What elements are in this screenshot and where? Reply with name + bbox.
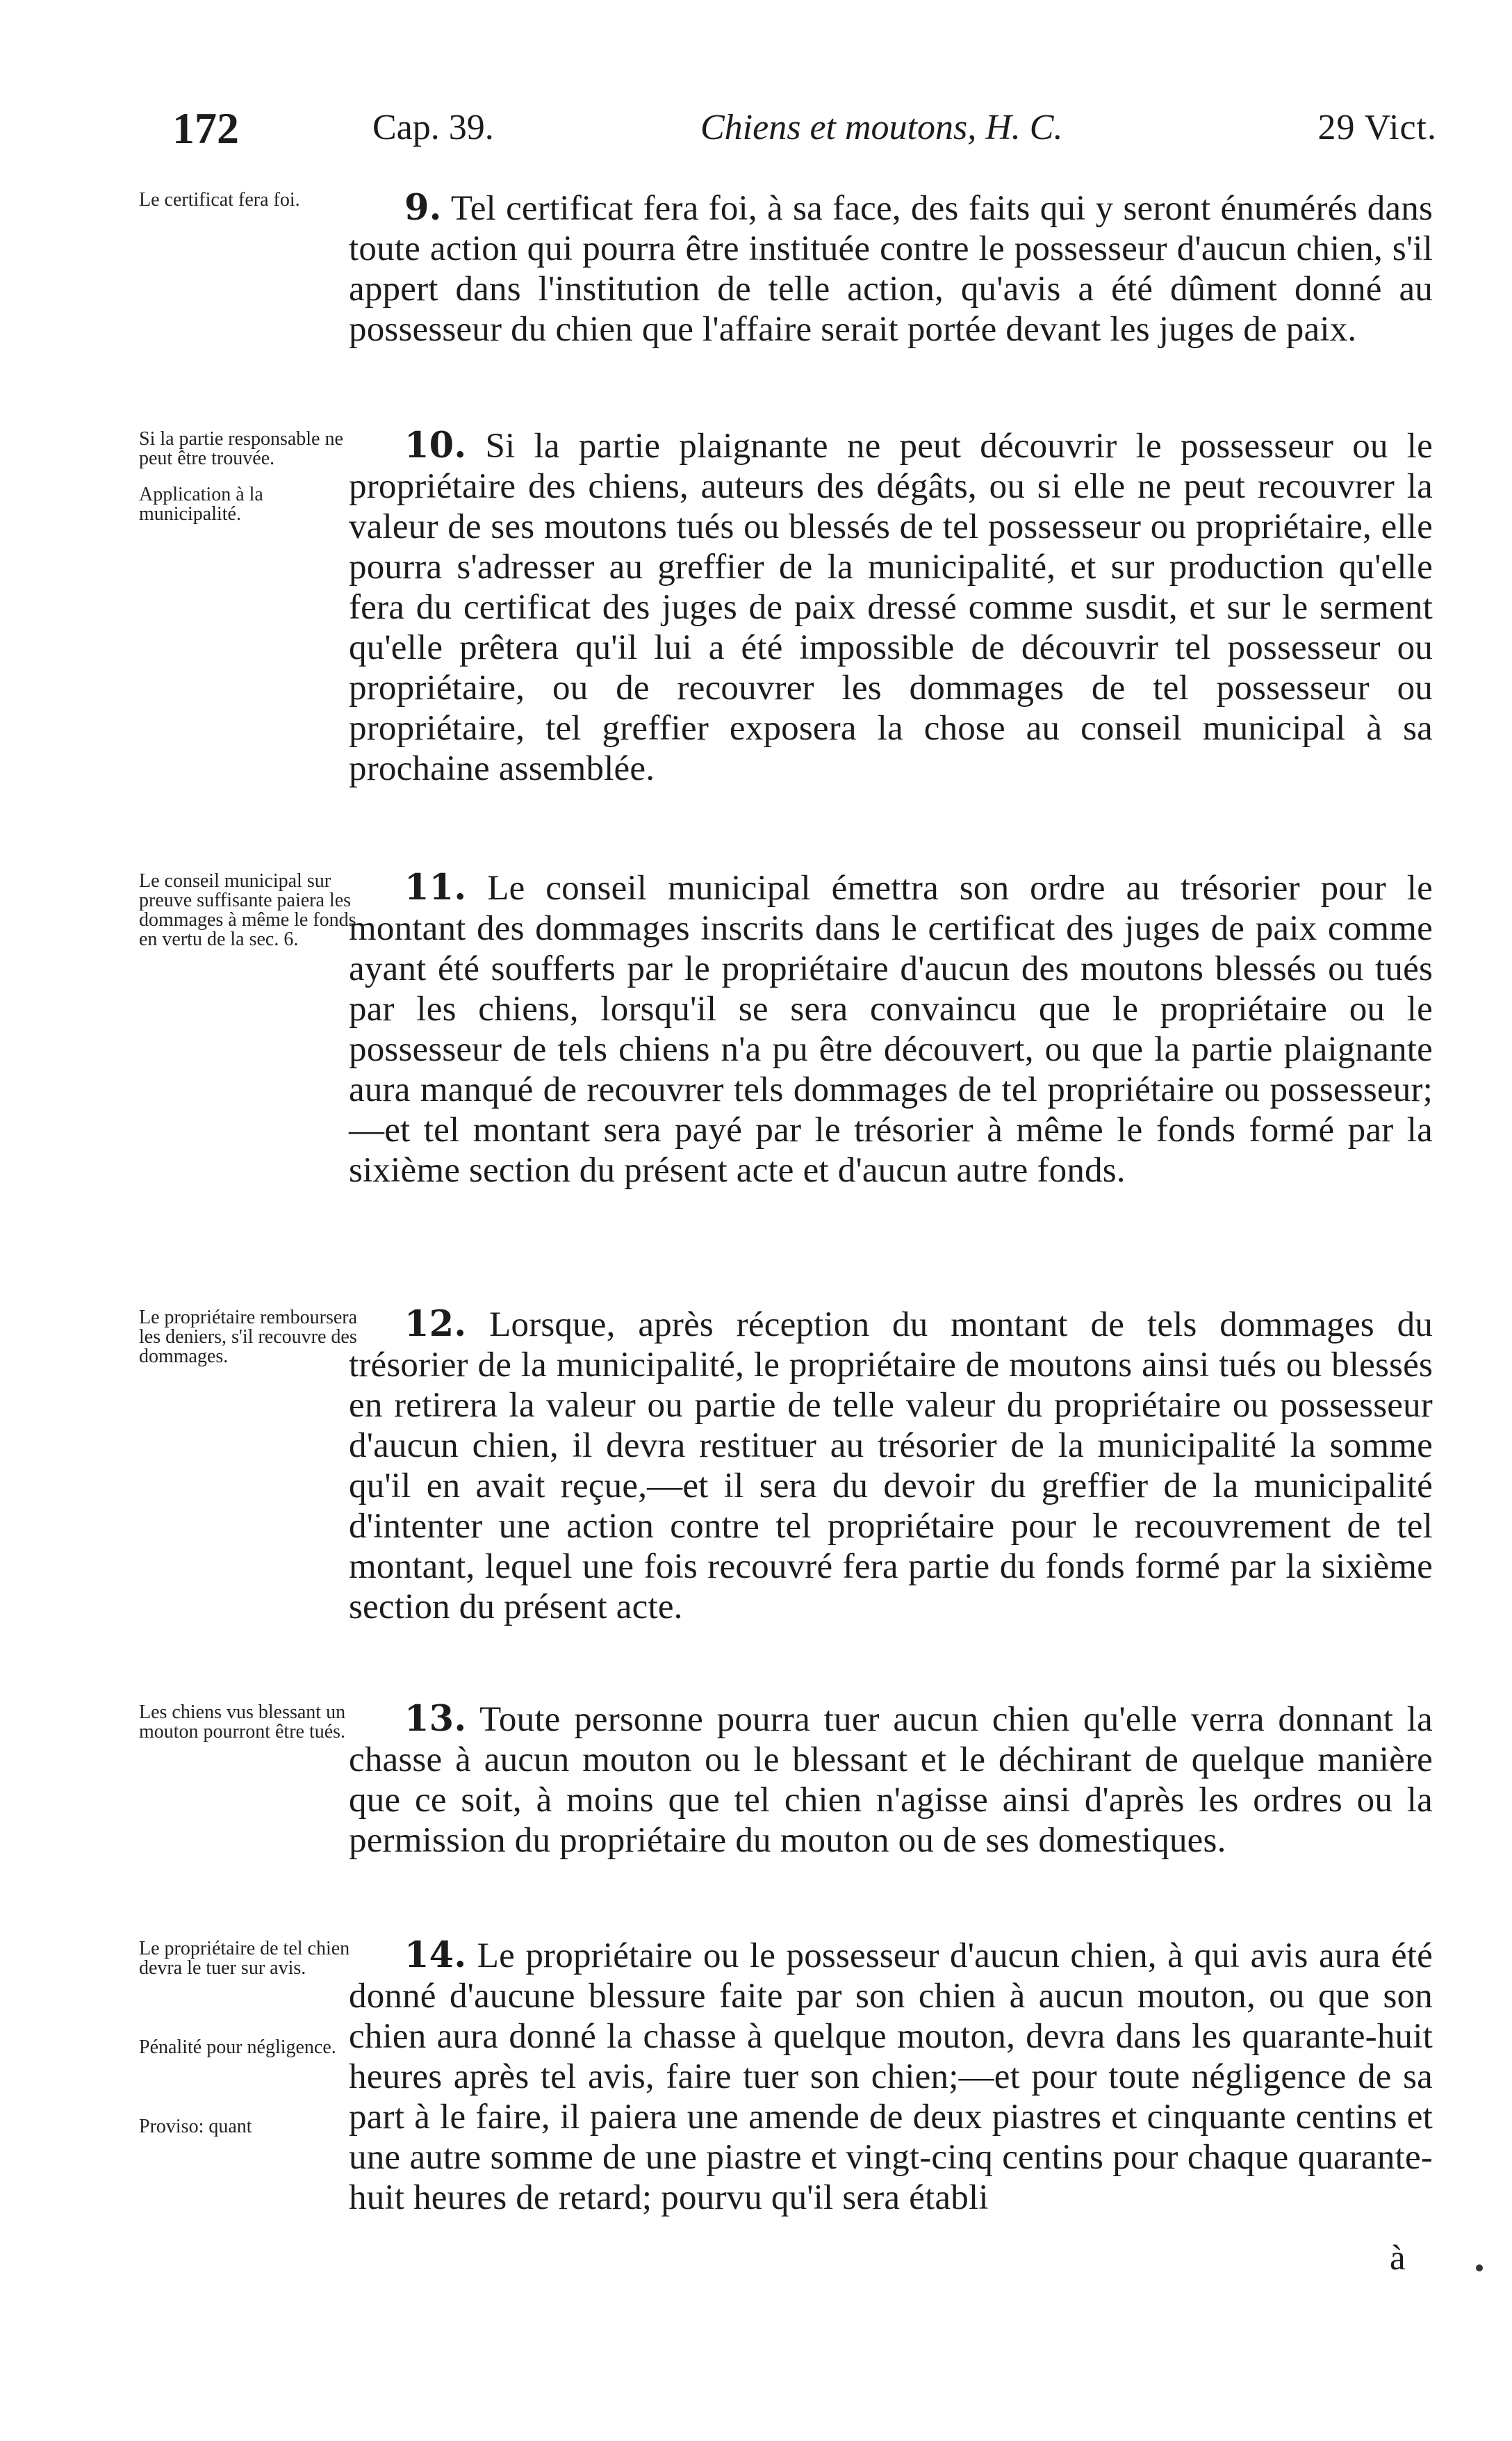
section-text: Si la partie plaignante ne peut découvrir le possesseur ou le propriétaire des chiens, auteurs des dégâts, ou si elle ne peut recouvrer la valeur de ses moutons tués ou blessés de tel possesseur ou propriétaire, elle pourra s'adresser au greffier de la municipalité, et sur production qu'elle fera du certificat des juges de paix dressé comme susdit, et sur le serment qu'elle prêtera qu'il lui a été impossible de découvrir tel possesseur ou propriétaire, ou de recouvrer les dommages de tel possesseur ou propriétaire, tel greffier exposera la chose au conseil municipal à sa prochaine assemblée. — [349, 427, 1433, 788]
margin-note: Pénalité pour négligence. — [139, 2036, 336, 2058]
margin-notes — [139, 1308, 361, 1383]
section-number: 9. — [404, 187, 442, 229]
section-number: 14. — [404, 1934, 467, 1976]
section-text: Tel certificat fera foi, à sa face, des faits qui y seront énumérés dans toute action qui pourra être instituée contre le possesseur d'aucun chien, s'il appert dans l'institution de telle action, qu'avis a été dûment donné au possesseur du chien que l'affaire serait portée devant les juges de paix. — [349, 189, 1433, 349]
catchword: à — [1390, 2239, 1406, 2278]
section-number: 11. — [404, 867, 467, 908]
margin-note: Si la partie responsable ne peut être trouvée. — [139, 428, 343, 469]
section-text: Toute personne pourra tuer aucun chien qu'elle verra donnant la chasse à aucun mouton ou le blessant et le déchirant de quelque manière que ce soit, à moins que tel chien n'agisse ainsi d'après les ordres ou la permission du propriétaire du mouton ou de ses domestiques. — [349, 1700, 1433, 1860]
section-text: Lorsque, après réception du montant de tels dommages du trésorier de la municipalité, le propriétaire de moutons ainsi tués ou blessés en retirera la valeur ou partie de telle valeur du propriétaire ou possesseur d'aucun chien, il devra restituer au trésorier de la municipalité la somme qu'il en avait reçue,—et il sera du devoir du greffier de la municipalité d'intenter une action contre tel propriétaire pour le recouvrement de tel montant, lequel une fois recouvré fera partie du fonds formé par la sixième section du présent acte. — [349, 1305, 1433, 1626]
section-number: 10. — [404, 425, 467, 466]
margin-notes — [139, 430, 361, 541]
margin-notes — [139, 1939, 361, 2153]
section-body — [349, 1699, 1433, 1861]
section-number: 13. — [404, 1698, 467, 1740]
margin-note: Le propriétaire remboursera les deniers, s'il recouvre des dommages. — [139, 1307, 358, 1367]
section-number: 12. — [404, 1303, 467, 1345]
margin-notes — [139, 872, 361, 966]
section-text: Le conseil municipal émettra son ordre au trésorier pour le montant des dommages inscrits dans le certificat des juges de paix comme ayant été soufferts par le propriétaire d'aucun des moutons blessés ou tués par les chiens, lorsqu'il se sera convaincu que le propriétaire ou le possesseur de tels chiens n'a pu être découvert, ou que la partie plaignante aura manqué de recouvrer tels dommages de tel propriétaire ou possesseur;—et tel montant sera payé par le trésorier à même le fonds formé par la sixième section du présent acte et d'aucun autre fonds. — [349, 869, 1433, 1190]
section-body — [349, 1304, 1433, 1627]
section-body — [349, 1935, 1433, 2218]
ink-speck — [1476, 2264, 1483, 2271]
regnal-year: 29 Vict. — [1317, 108, 1437, 147]
section-body — [349, 867, 1433, 1191]
section-text: Le propriétaire ou le possesseur d'aucun chien, à qui avis aura été donné d'aucune blessure faite par son chien à aucun mouton, ou que son chien aura donné la chasse à quelque mouton, devra dans les quarante-huit heures après tel avis, faire tuer son chien;—et pour toute négligence de sa part à le faire, il paiera une amende de deux piastres et cinquante centins et une autre somme de une piastre et vingt-cinq centins pour chaque quarante-huit heures de retard; pourvu qu'il sera établi — [349, 1936, 1433, 2217]
margin-note: Le propriétaire de tel chien devra le tuer sur avis. — [139, 1938, 350, 1979]
running-header — [172, 103, 1437, 158]
margin-notes — [139, 188, 361, 227]
margin-note: Le conseil municipal sur preuve suffisante paiera les dommages à même le fonds en vertu de la sec. 6. — [139, 870, 356, 950]
section-body — [349, 188, 1433, 350]
margin-notes — [139, 1703, 361, 1758]
section-body — [349, 425, 1433, 789]
margin-note: Les chiens vus blessant un mouton pourront être tués. — [139, 1701, 346, 1742]
margin-note: Proviso: quant — [139, 2116, 252, 2137]
running-title: Chiens et moutons, H. C. — [700, 108, 1063, 147]
page-number: 172 — [172, 104, 239, 153]
margin-note: Application à la municipalité. — [139, 484, 263, 525]
margin-note: Le certificat fera foi. — [139, 189, 300, 211]
chapter-label: Cap. 39. — [372, 108, 494, 147]
